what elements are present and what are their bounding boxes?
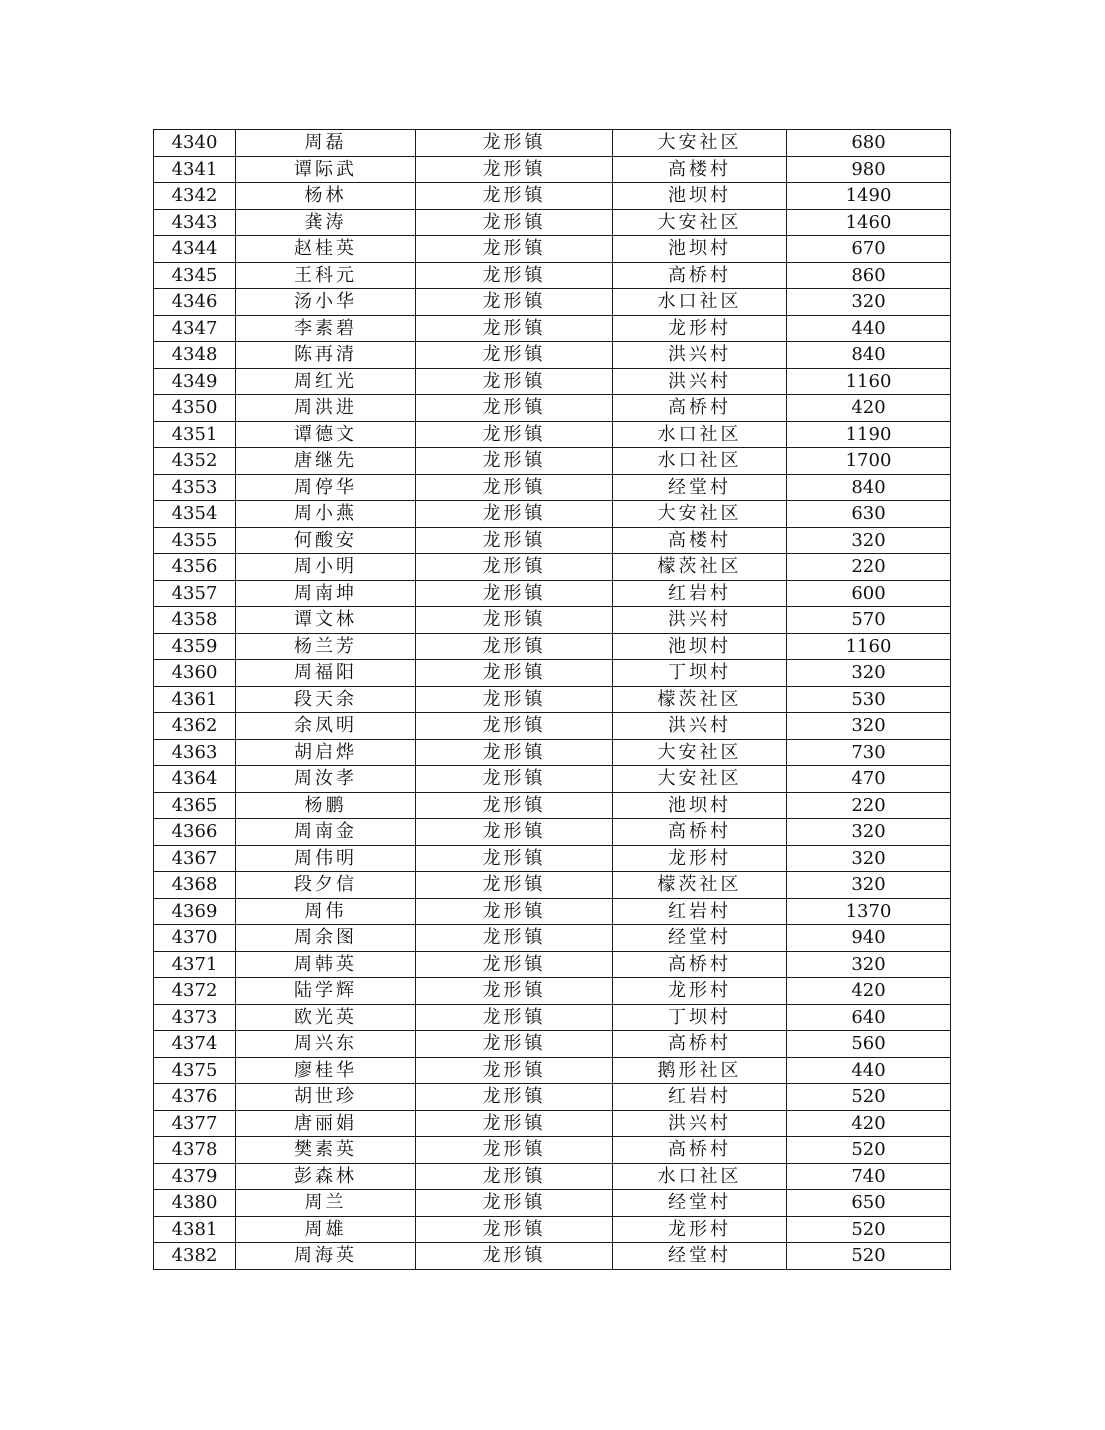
village-cell: 高楼村 [613,527,787,554]
amount-cell: 420 [787,978,951,1005]
person-name-cell: 周小明 [236,554,416,581]
table-row [154,766,951,793]
table-row [154,448,951,475]
row-number-cell: 4373 [154,1004,236,1031]
town-cell: 龙形镇 [416,925,613,952]
row-number-cell: 4369 [154,898,236,925]
person-name-cell: 唐丽娟 [236,1110,416,1137]
village-cell: 经堂村 [613,1190,787,1217]
village-cell: 水口社区 [613,1163,787,1190]
person-name-cell: 周海英 [236,1243,416,1270]
amount-cell: 630 [787,501,951,528]
amount-cell: 1160 [787,368,951,395]
town-cell: 龙形镇 [416,686,613,713]
village-cell: 龙形村 [613,315,787,342]
amount-cell: 940 [787,925,951,952]
village-cell: 红岩村 [613,898,787,925]
village-cell: 檬茨社区 [613,554,787,581]
row-number-cell: 4376 [154,1084,236,1111]
row-number-cell: 4342 [154,183,236,210]
village-cell: 龙形村 [613,978,787,1005]
table-row [154,236,951,263]
amount-cell: 860 [787,262,951,289]
row-number-cell: 4345 [154,262,236,289]
village-cell: 高桥村 [613,1031,787,1058]
town-cell: 龙形镇 [416,368,613,395]
person-name-cell: 周伟 [236,898,416,925]
amount-cell: 320 [787,951,951,978]
amount-cell: 1460 [787,209,951,236]
amount-cell: 520 [787,1243,951,1270]
town-cell: 龙形镇 [416,1031,613,1058]
row-number-cell: 4350 [154,395,236,422]
town-cell: 龙形镇 [416,1216,613,1243]
person-name-cell: 周南金 [236,819,416,846]
person-name-cell: 杨鹏 [236,792,416,819]
table-row [154,607,951,634]
row-number-cell: 4371 [154,951,236,978]
village-cell: 龙形村 [613,845,787,872]
amount-cell: 320 [787,289,951,316]
town-cell: 龙形镇 [416,819,613,846]
village-cell: 鹅形社区 [613,1057,787,1084]
village-cell: 龙形村 [613,1216,787,1243]
table-row [154,289,951,316]
town-cell: 龙形镇 [416,527,613,554]
row-number-cell: 4370 [154,925,236,952]
row-number-cell: 4378 [154,1137,236,1164]
town-cell: 龙形镇 [416,421,613,448]
person-name-cell: 周小燕 [236,501,416,528]
table-row [154,156,951,183]
town-cell: 龙形镇 [416,1137,613,1164]
village-cell: 池坝村 [613,792,787,819]
village-cell: 高桥村 [613,262,787,289]
person-name-cell: 胡世珍 [236,1084,416,1111]
table-body [154,130,951,1270]
person-name-cell: 周伟明 [236,845,416,872]
town-cell: 龙形镇 [416,130,613,157]
amount-cell: 1370 [787,898,951,925]
town-cell: 龙形镇 [416,1243,613,1270]
table-row [154,1031,951,1058]
village-cell: 水口社区 [613,448,787,475]
row-number-cell: 4340 [154,130,236,157]
person-name-cell: 谭际武 [236,156,416,183]
row-number-cell: 4354 [154,501,236,528]
amount-cell: 440 [787,1057,951,1084]
row-number-cell: 4364 [154,766,236,793]
table-row [154,262,951,289]
amount-cell: 650 [787,1190,951,1217]
amount-cell: 220 [787,554,951,581]
amount-cell: 1160 [787,633,951,660]
village-cell: 大安社区 [613,209,787,236]
table-row [154,527,951,554]
row-number-cell: 4341 [154,156,236,183]
table-row [154,315,951,342]
town-cell: 龙形镇 [416,395,613,422]
row-number-cell: 4381 [154,1216,236,1243]
row-number-cell: 4379 [154,1163,236,1190]
table-row [154,925,951,952]
row-number-cell: 4367 [154,845,236,872]
amount-cell: 320 [787,872,951,899]
village-cell: 高桥村 [613,819,787,846]
town-cell: 龙形镇 [416,156,613,183]
town-cell: 龙形镇 [416,1057,613,1084]
town-cell: 龙形镇 [416,1084,613,1111]
table-row [154,421,951,448]
town-cell: 龙形镇 [416,236,613,263]
village-cell: 洪兴村 [613,607,787,634]
person-name-cell: 彭森林 [236,1163,416,1190]
amount-cell: 730 [787,739,951,766]
person-name-cell: 周雄 [236,1216,416,1243]
town-cell: 龙形镇 [416,978,613,1005]
subsidy-register-table [153,129,951,1270]
town-cell: 龙形镇 [416,739,613,766]
village-cell: 丁坝村 [613,1004,787,1031]
town-cell: 龙形镇 [416,262,613,289]
town-cell: 龙形镇 [416,183,613,210]
amount-cell: 520 [787,1137,951,1164]
town-cell: 龙形镇 [416,1190,613,1217]
table-row [154,978,951,1005]
table-row [154,1190,951,1217]
town-cell: 龙形镇 [416,872,613,899]
person-name-cell: 周红光 [236,368,416,395]
town-cell: 龙形镇 [416,607,613,634]
person-name-cell: 周余图 [236,925,416,952]
village-cell: 红岩村 [613,1084,787,1111]
person-name-cell: 周兰 [236,1190,416,1217]
village-cell: 红岩村 [613,580,787,607]
person-name-cell: 汤小华 [236,289,416,316]
town-cell: 龙形镇 [416,951,613,978]
amount-cell: 600 [787,580,951,607]
town-cell: 龙形镇 [416,580,613,607]
table-row [154,739,951,766]
row-number-cell: 4368 [154,872,236,899]
village-cell: 经堂村 [613,1243,787,1270]
town-cell: 龙形镇 [416,315,613,342]
table-row [154,1243,951,1270]
table-row [154,342,951,369]
village-cell: 水口社区 [613,421,787,448]
table-row [154,951,951,978]
row-number-cell: 4357 [154,580,236,607]
person-name-cell: 唐继先 [236,448,416,475]
amount-cell: 440 [787,315,951,342]
person-name-cell: 杨兰芳 [236,633,416,660]
village-cell: 丁坝村 [613,660,787,687]
village-cell: 高桥村 [613,951,787,978]
person-name-cell: 周汝孝 [236,766,416,793]
village-cell: 高桥村 [613,1137,787,1164]
amount-cell: 420 [787,1110,951,1137]
table-row [154,1110,951,1137]
person-name-cell: 周兴东 [236,1031,416,1058]
village-cell: 高楼村 [613,156,787,183]
town-cell: 龙形镇 [416,898,613,925]
amount-cell: 560 [787,1031,951,1058]
row-number-cell: 4366 [154,819,236,846]
amount-cell: 320 [787,660,951,687]
town-cell: 龙形镇 [416,792,613,819]
amount-cell: 320 [787,845,951,872]
amount-cell: 680 [787,130,951,157]
table-row [154,845,951,872]
person-name-cell: 何酸安 [236,527,416,554]
person-name-cell: 龚涛 [236,209,416,236]
person-name-cell: 周停华 [236,474,416,501]
table-row [154,554,951,581]
person-name-cell: 周洪进 [236,395,416,422]
table-row [154,872,951,899]
table-row [154,633,951,660]
town-cell: 龙形镇 [416,1110,613,1137]
table-row [154,1004,951,1031]
amount-cell: 840 [787,474,951,501]
table-row [154,1137,951,1164]
person-name-cell: 段天余 [236,686,416,713]
village-cell: 经堂村 [613,474,787,501]
row-number-cell: 4346 [154,289,236,316]
person-name-cell: 陈再清 [236,342,416,369]
village-cell: 大安社区 [613,739,787,766]
amount-cell: 640 [787,1004,951,1031]
town-cell: 龙形镇 [416,766,613,793]
village-cell: 檬茨社区 [613,872,787,899]
person-name-cell: 杨林 [236,183,416,210]
amount-cell: 320 [787,713,951,740]
amount-cell: 1190 [787,421,951,448]
person-name-cell: 谭德文 [236,421,416,448]
village-cell: 大安社区 [613,130,787,157]
town-cell: 龙形镇 [416,501,613,528]
town-cell: 龙形镇 [416,209,613,236]
table-row [154,819,951,846]
person-name-cell: 赵桂英 [236,236,416,263]
row-number-cell: 4375 [154,1057,236,1084]
row-number-cell: 4343 [154,209,236,236]
amount-cell: 420 [787,395,951,422]
person-name-cell: 周韩英 [236,951,416,978]
town-cell: 龙形镇 [416,713,613,740]
row-number-cell: 4351 [154,421,236,448]
table-row [154,660,951,687]
town-cell: 龙形镇 [416,660,613,687]
person-name-cell: 谭文林 [236,607,416,634]
row-number-cell: 4356 [154,554,236,581]
village-cell: 池坝村 [613,183,787,210]
table-row [154,792,951,819]
amount-cell: 530 [787,686,951,713]
amount-cell: 980 [787,156,951,183]
table-row [154,1057,951,1084]
amount-cell: 1490 [787,183,951,210]
row-number-cell: 4360 [154,660,236,687]
person-name-cell: 李素碧 [236,315,416,342]
table-row [154,1216,951,1243]
row-number-cell: 4358 [154,607,236,634]
village-cell: 洪兴村 [613,342,787,369]
row-number-cell: 4382 [154,1243,236,1270]
row-number-cell: 4377 [154,1110,236,1137]
amount-cell: 670 [787,236,951,263]
person-name-cell: 段夕信 [236,872,416,899]
table-row [154,580,951,607]
amount-cell: 470 [787,766,951,793]
table-row [154,209,951,236]
row-number-cell: 4372 [154,978,236,1005]
amount-cell: 740 [787,1163,951,1190]
amount-cell: 220 [787,792,951,819]
row-number-cell: 4374 [154,1031,236,1058]
table-row [154,713,951,740]
person-name-cell: 欧光英 [236,1004,416,1031]
table-row [154,368,951,395]
table-row [154,898,951,925]
town-cell: 龙形镇 [416,554,613,581]
table-row [154,1084,951,1111]
village-cell: 檬茨社区 [613,686,787,713]
village-cell: 池坝村 [613,633,787,660]
table-row [154,183,951,210]
person-name-cell: 廖桂华 [236,1057,416,1084]
village-cell: 大安社区 [613,766,787,793]
table-row [154,501,951,528]
table-row [154,130,951,157]
row-number-cell: 4352 [154,448,236,475]
town-cell: 龙形镇 [416,474,613,501]
person-name-cell: 陆学辉 [236,978,416,1005]
person-name-cell: 周磊 [236,130,416,157]
table-row [154,395,951,422]
table-row [154,1163,951,1190]
village-cell: 池坝村 [613,236,787,263]
person-name-cell: 余凤明 [236,713,416,740]
row-number-cell: 4359 [154,633,236,660]
town-cell: 龙形镇 [416,289,613,316]
village-cell: 洪兴村 [613,1110,787,1137]
village-cell: 高桥村 [613,395,787,422]
row-number-cell: 4380 [154,1190,236,1217]
table-row [154,686,951,713]
town-cell: 龙形镇 [416,448,613,475]
row-number-cell: 4365 [154,792,236,819]
row-number-cell: 4348 [154,342,236,369]
village-cell: 经堂村 [613,925,787,952]
row-number-cell: 4344 [154,236,236,263]
person-name-cell: 胡启烨 [236,739,416,766]
village-cell: 水口社区 [613,289,787,316]
town-cell: 龙形镇 [416,342,613,369]
person-name-cell: 王科元 [236,262,416,289]
row-number-cell: 4362 [154,713,236,740]
amount-cell: 520 [787,1084,951,1111]
town-cell: 龙形镇 [416,1163,613,1190]
person-name-cell: 樊素英 [236,1137,416,1164]
amount-cell: 570 [787,607,951,634]
person-name-cell: 周福阳 [236,660,416,687]
row-number-cell: 4353 [154,474,236,501]
row-number-cell: 4349 [154,368,236,395]
amount-cell: 320 [787,819,951,846]
row-number-cell: 4363 [154,739,236,766]
amount-cell: 840 [787,342,951,369]
village-cell: 洪兴村 [613,368,787,395]
town-cell: 龙形镇 [416,845,613,872]
person-name-cell: 周南坤 [236,580,416,607]
row-number-cell: 4355 [154,527,236,554]
village-cell: 大安社区 [613,501,787,528]
town-cell: 龙形镇 [416,633,613,660]
row-number-cell: 4361 [154,686,236,713]
amount-cell: 1700 [787,448,951,475]
town-cell: 龙形镇 [416,1004,613,1031]
amount-cell: 520 [787,1216,951,1243]
table-row [154,474,951,501]
village-cell: 洪兴村 [613,713,787,740]
amount-cell: 320 [787,527,951,554]
row-number-cell: 4347 [154,315,236,342]
